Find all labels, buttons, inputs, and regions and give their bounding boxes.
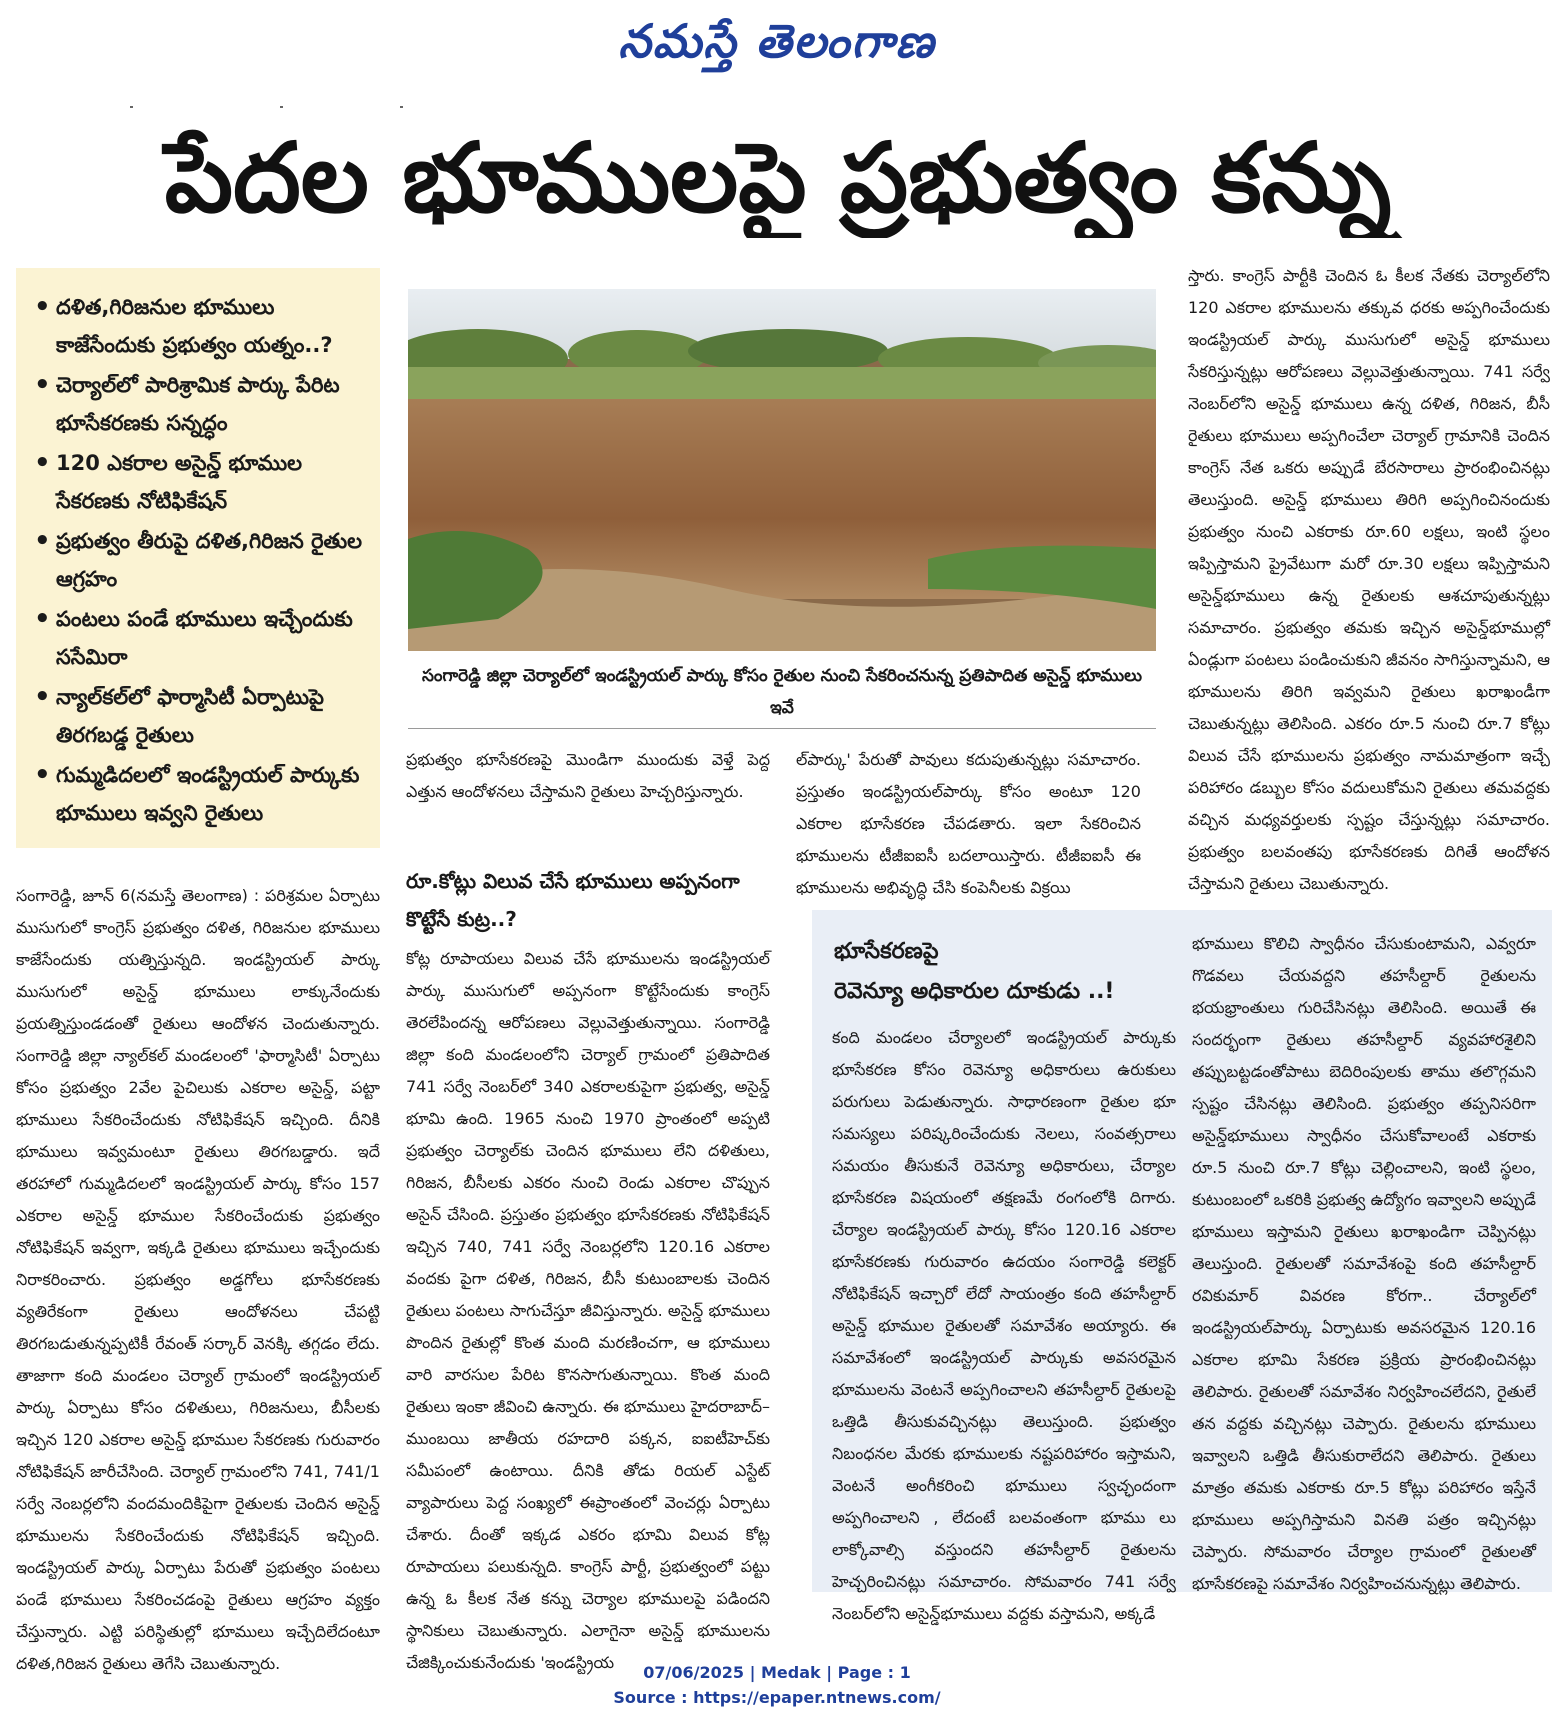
article-column-right [1188,260,1550,895]
highlight-item: • 120 ఎకరాల అసైన్డ్ భూముల సేకరణకు నోటిఫికేషన్ [34,444,364,520]
article-text: ల్‌పార్కు' పేరుతో పావులు కదుపుతున్నట్లు సమాచారం. ప్రస్తుతం ఇండస్ట్రియల్‌పార్కు కోసం అంటూ 120 ఎకరాల భూసేకరణ చేపడతారు. ఇలా సేకరించిన భూములను టీజీఐఐసీ బదలాయిస్తారు. టీజీఐఐసీ ఈ భూములను అభివృద్ధి చేసి కంపెనీలకు విక్రయి [796,750,1141,897]
box-column-1 [832,1022,1176,1623]
highlight-item: • చెర్యాల్‌లో పారిశ్రామిక పార్కు పేరిట భూసేకరణకు సన్నద్ధం [34,366,364,442]
article-text: భూములు కొలిచి స్వాధీనం చేసుకుంటామని, ఎవ్వరూ గొడవలు చేయవద్దని తహసీల్దార్ రైతులను భయభ్రాంతులు గురిచేసినట్లు తెలిసింది. అయితే ఈ సందర్భంగా రైతులు తహసీల్దార్ వ్యవహారశైలిని తప్పుబట్టడంతోపాటు బెదిరింపులకు తాము తలొగ్గమని స్పష్టం చేసినట్లు తెలిసింది. ప్రభుత్వం తప్పనిసరిగా అసైన్డ్‌భూములు స్వాధీనం చేసుకోవాలంటే ఎకరాకు రూ.5 నుంచి రూ.7 కోట్లు చెల్లించాలని, ఇంటి స్థలం, కుటుంబంలో ఒకరికి ప్రభుత్వ ఉద్యోగం ఇవ్వాలని అప్పుడే భూములు ఇస్తామని రైతులు ఖరాఖండిగా చెప్పినట్లు తెలుస్తుంది. రైతులతో సమావేశంపై కంది తహసీల్దార్ రవికుమార్ వివరణ కోరగా.. చేర్యాల్‌లో ఇండస్ట్రియల్‌పార్కు ఏర్పాటుకు అవసరమైన 120.16 ఎకరాల భూమి సేకరణ ప్రక్రియ ప్రారంభించినట్లు తెలిపారు. రైతులతో సమావేశం నిర్వహించలేదని, రైతులే తన వద్దకు వచ్చినట్లు చెప్పారు. రైతులను భూములు ఇవ్వాలని ఒత్తిడి తీసుకురాలేదని తెలిపారు. రైతులు మాత్రం తమకు ఎకరాకు రూ.5 కోట్లు పరిహారం ఇస్తేనే భూములు అప్పగిస్తామని వినతి పత్రం ఇచ్చినట్లు చెప్పారు. సోమవారం చేర్యాల గ్రామంలో రైతులతో భూసేకరణపై సమావేశం నిర్వహించనున్నట్లు తెలిపారు. [1192,934,1536,1593]
highlights-box [16,268,380,848]
highlight-item: • పంటలు పండే భూములు ఇచ్చేందుకు ససేమిరా [34,600,364,676]
article-text: సంగారెడ్డి, జూన్ 6(నమస్తే తెలంగాణ) : పరిశ్రమల ఏర్పాటు ముసుగులో కాంగ్రెస్ ప్రభుత్వం దళిత, గిరిజనుల భూములు కాజేసేందుకు యత్నిస్తున్నది. ఇండస్ట్రియల్ పార్కు ముసుగులో అసైన్డ్ భూములు లాక్కునేందుకు ప్రయత్నిస్తుండడంతో రైతులు ఆందోళన చెందుతున్నారు. సంగారెడ్డి జిల్లా న్యాల్‌కల్ మండలంలో 'ఫార్మాసిటీ' ఏర్పాటు కోసం ప్రభుత్వం 2వేల పైచిలుకు ఎకరాల అసైన్డ్, పట్టా భూములు సేకరించేందుకు నోటిఫికేషన్ ఇచ్చింది. దీనికి భూములు ఇవ్వమంటూ రైతులు తిరగబడ్డారు. ఇదే తరహాలో గుమ్మడిదలలో ఇండస్ట్రియల్ పార్కు కోసం 157 ఎకరాల అసైన్డ్ భూముల సేకరించేందుకు ప్రభుత్వం నోటిఫికేషన్ ఇవ్వగా, ఇక్కడి రైతులు భూములు ఇచ్చేందుకు నిరాకరించారు. ప్రభుత్వం అడ్డగోలు భూసేకరణకు వ్యతిరేకంగా రైతులు ఆందోళనలు చేపట్టి తిరగబడుతున్నప్పటికీ రేవంత్ సర్కార్ వెనక్కి తగ్గడం లేదు. తాజాగా కంది మండలం చెర్యాల్ గ్రామంలో ఇండస్ట్రియల్ పార్కు ఏర్పాటు కోసం దళితులు, గిరిజనులు, బీసీలకు ఇచ్చిన 120 ఎకరాల అసైన్డ్ భూముల సేకరణకు గురువారం నోటిఫికేషన్ జారీచేసింది. చెర్యాల్ గ్రామంలోని 741, 741/1 సర్వే నెంబర్లలోని వందమందికిపైగా రైతులకు చెందిన అసైన్డ్ భూములను సేకరించేందుకు నోటిఫికేషన్ ఇచ్చింది. ఇండస్ట్రియల్ పార్కు ఏర్పాటు పేరుతో ప్రభుత్వం పంటలు పండే భూములు సేకరించడంపై రైతులు ఆగ్రహం వ్యక్తం చేస్తున్నారు. ఎట్టి పరిస్థితుల్లో భూములు ఇచ్చేదిలేదంటూ దళిత,గిరిజన రైతులు తెగేసి చెబుతున్నారు. [16,886,380,1673]
box-column-2 [1192,928,1536,1593]
headline: పేదల భూములపై ప్రభుత్వం కన్ను [164,122,1392,234]
photo-caption: సంగారెడ్డి జిల్లా చెర్యాల్‌లో ఇండస్ట్రియల్ పార్కు కోసం రైతుల నుంచి సేకరించనున్న ప్రతిపాదిత అసైన్డ్ భూములు ఇవే [421,666,1143,718]
footer-date-edition: 07/06/2025 | Medak | Page : 1 [643,1663,911,1682]
highlight-item: • దళిత,గిరిజనుల భూములు కాజేసేందుకు ప్రభుత్వం యత్నం..? [34,288,364,364]
farmland-photo [408,289,1156,651]
section-subhead: రూ.కోట్లు విలువ చేసే భూములు అప్పనంగా కొట్టేసే కుట్ర..? [406,869,740,931]
article-column-left [16,880,380,1673]
footer-source: Source : https://epaper.ntnews.com/ [613,1688,941,1707]
box-heading-line2: రెవెన్యూ అధికారుల దూకుడు ..! [834,979,1115,1004]
highlight-item: • ప్రభుత్వం తీరుపై దళిత,గిరిజన రైతుల ఆగ్రహం [34,522,364,598]
revenue-officials-box [812,910,1552,1623]
caption-rule [408,728,1156,729]
article-column-middle [406,943,770,1672]
box-heading-line1: భూసేకరణపై [834,939,939,964]
article-text: ప్రభుత్వం భూసేకరణపై మొండిగా ముందుకు వెళ్తే పెద్ద ఎత్తున ఆందోళనలు చేస్తామని రైతులు హెచ్చరిస్తున్నారు. [406,750,770,801]
highlight-item: • న్యాల్‌కల్‌లో ఫార్మాసిటీ ఏర్పాటుపై తిరగబడ్డ రైతులు [34,678,364,754]
article-column-third-top [796,744,1141,897]
masthead-dots [130,94,430,98]
article-column-middle-top [406,744,770,824]
article-text: కోట్ల రూపాయలు విలువ చేసే భూములను ఇండస్ట్రియల్ పార్కు ముసుగులో అప్పనంగా కొట్టేసేందుకు కాంగ్రెస్ తెరలేపిందన్న ఆరోపణలు వెల్లువెత్తుతున్నాయి. సంగారెడ్డి జిల్లా కంది మండలంలోని చెర్యాల్ గ్రామంలో ప్రతిపాదిత 741 సర్వే నెంబర్‌లో 340 ఎకరాలకుపైగా ప్రభుత్వ, అసైన్డ్ భూమి ఉంది. 1965 నుంచి 1970 ప్రాంతంలో అప్పటి ప్రభుత్వం చెర్యాల్‌కు చెందిన భూములు లేని దళితులు, గిరిజన, బీసీలకు ఎకరం నుంచి రెండు ఎకరాల చొప్పున అసైన్ చేసింది. ప్రస్తుతం ప్రభుత్వం భూసేకరణకు నోటిఫికేషన్ ఇచ్చిన 740, 741 సర్వే నెంబర్లలోని 120.16 ఎకరాల వందకు పైగా దళిత, గిరిజన, బీసీ కుటుంబాలకు చెందిన రైతులు పంటలు సాగుచేస్తూ జీవిస్తున్నారు. అసైన్డ్ భూములు పొందిన రైతుల్లో కొంత మంది మరణించగా, ఆ భూములు వారి వారసుల పేరిట కొనసాగుతున్నాయి. కొంత మంది రైతులు ఇంకా జీవించి ఉన్నారు. ఈ భూములు హైదరాబాద్–ముంబయి జాతీయ రహదారి పక్కన, ఐఐటీహెచ్‌కు సమీపంలో ఉంటాయి. దీనికి తోడు రియల్ ఎస్టేట్ వ్యాపారులు పెద్ద సంఖ్యలో ఈప్రాంతంలో వెంచర్లు ఏర్పాటు చేశారు. దీంతో ఇక్కడ ఎకరం భూమి విలువ కోట్ల రూపాయలు పలుకున్నది. కాంగ్రెస్ పార్టీ, ప్రభుత్వంలో పట్టు ఉన్న ఓ కీలక నేత కన్ను చెర్యాల భూములపై పడిందని స్థానికులు చెబుతున్నారు. ఎలాగైనా అసైన్డ్ భూములను చేజిక్కించుకునేందుకు 'ఇండస్ట్రియ [406,949,770,1672]
masthead-logo: నమస్తే తెలంగాణ [618,14,936,68]
highlight-item: • గుమ్మడిదలలో ఇండస్ట్రియల్ పార్కుకు భూములు ఇవ్వని రైతులు [34,756,364,832]
article-text: స్తారు. కాంగ్రెస్ పార్టీకి చెందిన ఓ కీలక నేతకు చెర్యాల్‌లోని 120 ఎకరాల భూములను తక్కువ ధరకు అప్పగించేందుకు ఇండస్ట్రియల్ పార్కు ముసుగులో అసైన్డ్ భూములు సేకరిస్తున్నట్లు ఆరోపణలు వెల్లువెత్తుతున్నాయి. 741 సర్వే నెంబర్‌లోని అసైన్డ్ భూములు ఉన్న దళిత, గిరిజన, బీసీ రైతులు భూములు అప్పగించేలా చెర్యాల్ గ్రామానికి చెందిన కాంగ్రెస్ నేత ఒకరు అప్పుడే బేరసారాలు ప్రారంభించినట్లు తెలుస్తుంది. అసైన్డ్ భూములు తిరిగి అప్పగించినందుకు ప్రభుత్వం నుంచి ఎకరాకు రూ.60 లక్షలు, ఇంటి స్థలం ఇప్పిస్తామని ప్రైవేటుగా మరో రూ.30 లక్షలు ఇప్పిస్తామని అసైన్డ్‌భూములు ఉన్న రైతులకు ఆశచూపుతున్నట్లు సమాచారం. ప్రభుత్వం తమకు ఇచ్చిన అసైన్డ్‌భూముల్లో ఏండ్లుగా పంటలు పండించుకుని జీవనం సాగిస్తున్నామని, ఆ భూములను తిరిగి ఇవ్వమని రైతులు ఖరాఖండీగా చెబుతున్నట్లు తెలిసింది. ఎకరం రూ.5 నుంచి రూ.7 కోట్లు విలువ చేసే భూములను ప్రభుత్వం నామమాత్రంగా ఇచ్చే పరిహారం డబ్బుల కోసం వదులుకోమని రైతులు తమవద్దకు వచ్చిన మధ్యవర్తులకు స్పష్టం చేస్తున్నట్లు సమాచారం. ప్రభుత్వం బలవంతపు భూసేకరణకు దిగితే ఆందోళన చేస్తామని రైతులు చెబుతున్నారు. [1188,266,1550,893]
article-text: కంది మండలం చేర్యాలలో ఇండస్ట్రియల్ పార్కుకు భూసేకరణ కోసం రెవెన్యూ అధికారులు ఉరుకులు పరుగులు పెడుతున్నారు. సాధారణంగా రైతుల భూ సమస్యలు పరిష్కరించేందుకు నెలలు, సంవత్సరాలు సమయం తీసుకునే రెవెన్యూ అధికారులు, చేర్యాల భూసేకరణ విషయంలో తక్షణమే రంగంలోకి దిగారు. చేర్యాల ఇండస్ట్రియల్ పార్కు కోసం 120.16 ఎకరాల భూసేకరణకు గురువారం ఉదయం సంగారెడ్డి కలెక్టర్ నోటిఫికేషన్ ఇచ్చారో లేదో సాయంత్రం కంది తహసీల్దార్ అసైన్డ్ భూముల రైతులతో సమావేశం అయ్యారు. ఈ సమావేశంలో ఇండస్ట్రియల్ పార్కుకు అవసరమైన భూములను వెంటనే అప్పగించాలని తహసీల్దార్ రైతులపై ఒత్తిడి తీసుకువచ్చినట్లు తెలుస్తుంది. ప్రభుత్వం నిబంధనల మేరకు భూములకు నష్టపరిహారం ఇస్తామని, వెంటనే అంగీకరించి భూములు స్వచ్ఛందంగా అప్పగించాలని , లేదంటే బలవంతంగా భూము లు లాక్కోవాల్సి వస్తుందని తహసీల్దార్ రైతులను హెచ్చరించినట్లు సమాచారం. సోమవారం 741 సర్వే నెంబర్‌లోని అసైన్డ్‌భూములు వద్దకు వస్తామని, అక్కడే [832,1028,1176,1623]
